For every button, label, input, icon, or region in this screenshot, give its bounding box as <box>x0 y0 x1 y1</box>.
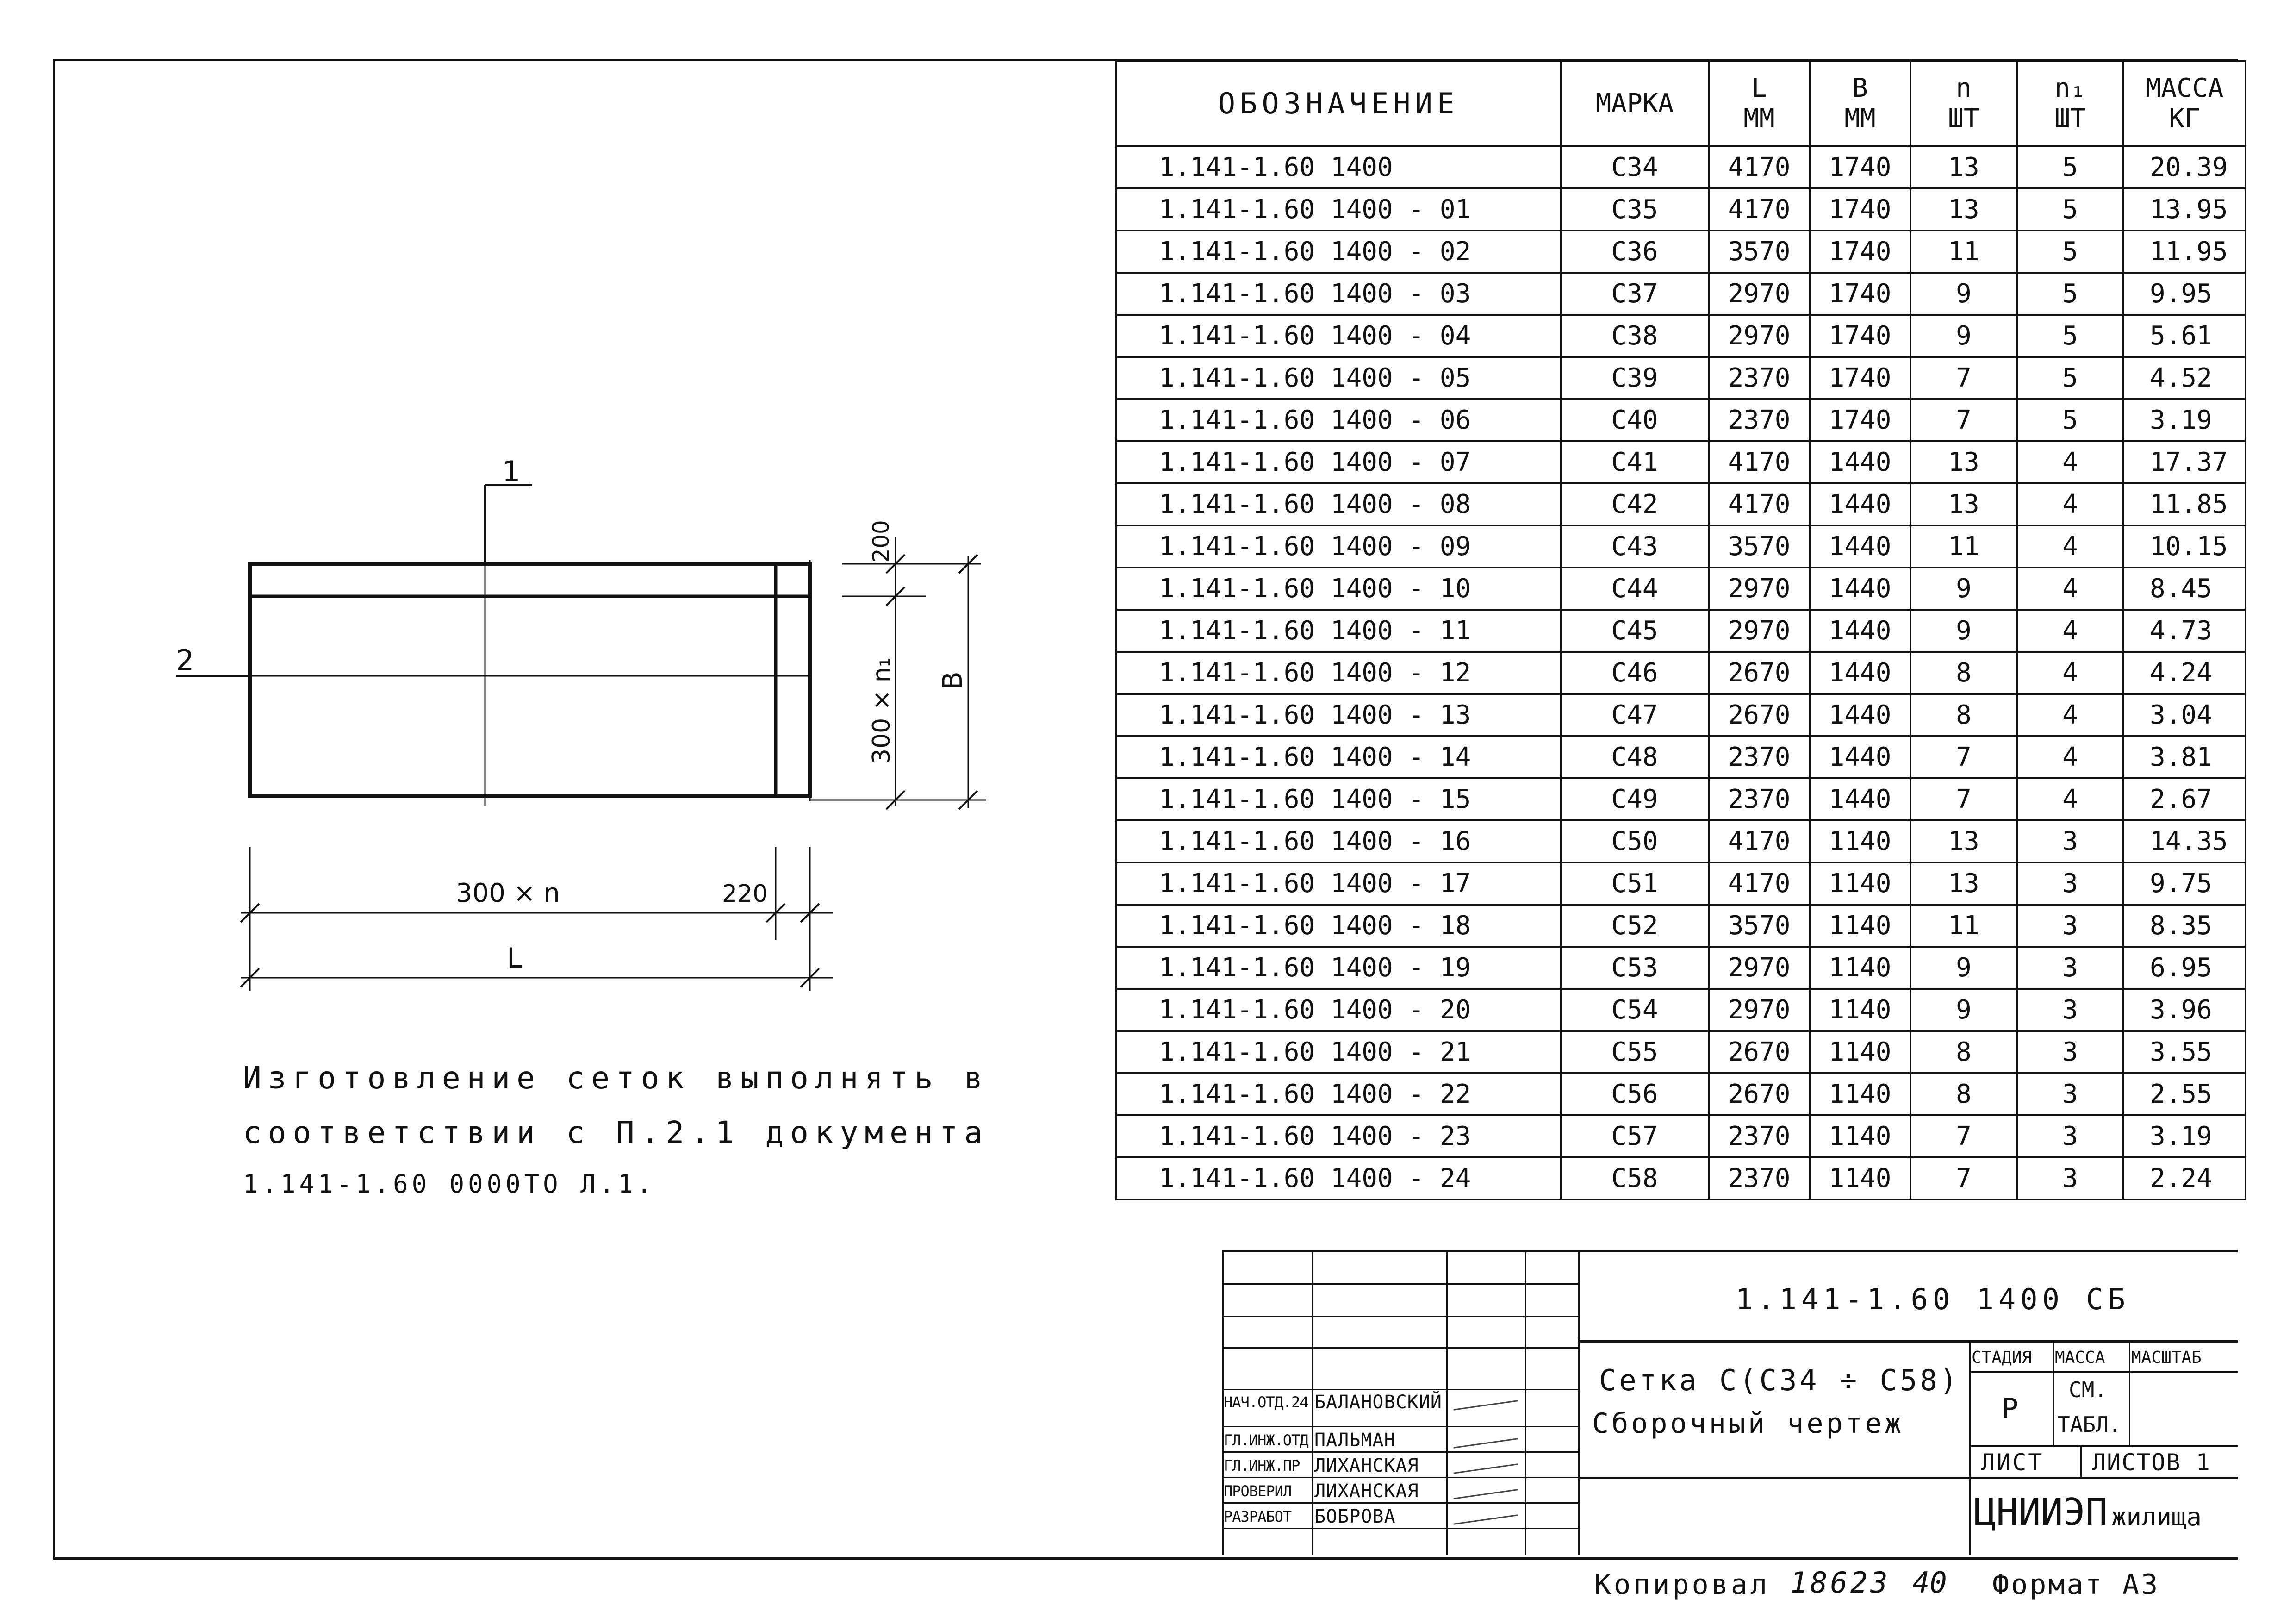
cell-b: 1740 <box>1810 231 1910 273</box>
cell-mass: 3.04 <box>2123 694 2246 736</box>
cell-mass: 11.85 <box>2123 483 2246 525</box>
cell-designation: 1.141-1.60 1400 - 13 <box>1116 694 1561 736</box>
cell-b: 1440 <box>1810 694 1910 736</box>
cell-designation: 1.141-1.60 1400 - 06 <box>1116 399 1561 441</box>
signature-name: ЛИХАНСКАЯ <box>1314 1455 1419 1476</box>
cell-designation: 1.141-1.60 1400 - 24 <box>1116 1157 1561 1199</box>
cell-n: 13 <box>1910 862 2017 905</box>
cell-mass: 9.75 <box>2123 862 2246 905</box>
cell-b: 1440 <box>1810 441 1910 483</box>
cell-n1: 5 <box>2017 273 2123 315</box>
cell-mark: С48 <box>1561 736 1709 778</box>
cell-n1: 3 <box>2017 1157 2123 1199</box>
cell-n1: 3 <box>2017 1031 2123 1073</box>
cell-l: 2670 <box>1709 694 1810 736</box>
cell-l: 2970 <box>1709 315 1810 357</box>
callout-2-label: 2 <box>176 643 194 677</box>
handwritten-signature <box>1453 1438 1518 1448</box>
dim-300n1-label: 300 × n₁ <box>868 657 896 764</box>
table-row <box>1116 188 2246 231</box>
signature-name: БАЛАНОВСКИЙ <box>1314 1392 1442 1413</box>
cell-l: 3570 <box>1709 525 1810 568</box>
cell-designation: 1.141-1.60 1400 - 10 <box>1116 568 1561 610</box>
cell-designation: 1.141-1.60 1400 - 01 <box>1116 188 1561 231</box>
cell-b: 1440 <box>1810 652 1910 694</box>
cell-l: 2670 <box>1709 1031 1810 1073</box>
cell-mass: 3.55 <box>2123 1031 2246 1073</box>
cell-designation: 1.141-1.60 1400 - 07 <box>1116 441 1561 483</box>
table-row <box>1116 146 2246 188</box>
mass-label: МАССА <box>2055 1348 2105 1367</box>
cell-b: 1740 <box>1810 188 1910 231</box>
handwritten-signature <box>1453 1463 1518 1474</box>
cell-b: 1740 <box>1810 315 1910 357</box>
cell-b: 1440 <box>1810 568 1910 610</box>
cell-mark: С43 <box>1561 525 1709 568</box>
organization-name: ЦНИИЭП <box>1974 1491 2108 1534</box>
cell-l: 2970 <box>1709 989 1810 1031</box>
cell-designation: 1.141-1.60 1400 - 08 <box>1116 483 1561 525</box>
cell-n1: 3 <box>2017 1115 2123 1157</box>
table-row <box>1116 820 2246 862</box>
cell-mark: С55 <box>1561 1031 1709 1073</box>
drawing-title-line-2: Сборочный чертеж <box>1592 1407 1904 1440</box>
dim-300n-label: 300 × n <box>456 878 560 908</box>
cell-n1: 4 <box>2017 525 2123 568</box>
table-row <box>1116 947 2246 989</box>
cell-mass: 20.39 <box>2123 146 2246 188</box>
cell-designation: 1.141-1.60 1400 - 19 <box>1116 947 1561 989</box>
table-row <box>1116 231 2246 273</box>
table-row <box>1116 778 2246 820</box>
signature-role: НАЧ.ОТД.24 <box>1224 1393 1308 1411</box>
cell-l: 3570 <box>1709 905 1810 947</box>
cell-designation: 1.141-1.60 1400 - 09 <box>1116 525 1561 568</box>
cell-designation: 1.141-1.60 1400 - 22 <box>1116 1073 1561 1115</box>
cell-designation: 1.141-1.60 1400 - 02 <box>1116 231 1561 273</box>
cell-l: 2370 <box>1709 778 1810 820</box>
header-b: B ММ <box>1810 61 1910 146</box>
cell-mass: 9.95 <box>2123 273 2246 315</box>
handwritten-signature <box>1453 1489 1518 1499</box>
cell-n1: 3 <box>2017 820 2123 862</box>
cell-mark: С41 <box>1561 441 1709 483</box>
cell-designation: 1.141-1.60 1400 - 03 <box>1116 273 1561 315</box>
cell-n: 8 <box>1910 1031 2017 1073</box>
cell-n1: 3 <box>2017 905 2123 947</box>
cell-l: 2370 <box>1709 357 1810 399</box>
cell-n: 8 <box>1910 1073 2017 1115</box>
cell-l: 2370 <box>1709 1115 1810 1157</box>
copied-by-label: Копировал <box>1594 1568 1770 1601</box>
cell-mass: 2.67 <box>2123 778 2246 820</box>
cell-designation: 1.141-1.60 1400 - 21 <box>1116 1031 1561 1073</box>
table-row <box>1116 905 2246 947</box>
spec-table <box>1115 60 2246 1200</box>
cell-n: 7 <box>1910 357 2017 399</box>
cell-l: 2970 <box>1709 947 1810 989</box>
cell-designation: 1.141-1.60 1400 - 15 <box>1116 778 1561 820</box>
header-mass: МАССА КГ <box>2123 61 2246 146</box>
table-row <box>1116 441 2246 483</box>
cell-b: 1140 <box>1810 989 1910 1031</box>
cell-mark: С39 <box>1561 357 1709 399</box>
cell-n1: 4 <box>2017 568 2123 610</box>
cell-l: 2370 <box>1709 736 1810 778</box>
signature-name: ЛИХАНСКАЯ <box>1314 1480 1419 1502</box>
cell-designation: 1.141-1.60 1400 - 12 <box>1116 652 1561 694</box>
cell-n1: 5 <box>2017 399 2123 441</box>
doc-code: 1.141-1.60 1400 СБ <box>1736 1282 2130 1316</box>
dim-b-label: B <box>937 671 968 690</box>
header-designation: ОБОЗНАЧЕНИЕ <box>1116 61 1561 146</box>
cell-b: 1740 <box>1810 146 1910 188</box>
cell-n1: 5 <box>2017 315 2123 357</box>
format-label: Формат А3 <box>1992 1568 2160 1601</box>
cell-mass: 8.35 <box>2123 905 2246 947</box>
note-line-2: соответствии с П.2.1 документа <box>243 1115 989 1150</box>
cell-b: 1140 <box>1810 1073 1910 1115</box>
dim-220-label: 220 <box>722 880 768 908</box>
cell-n: 8 <box>1910 652 2017 694</box>
cell-mass: 13.95 <box>2123 188 2246 231</box>
cell-n: 8 <box>1910 694 2017 736</box>
cell-l: 2670 <box>1709 652 1810 694</box>
cell-n: 11 <box>1910 905 2017 947</box>
cell-b: 1140 <box>1810 1031 1910 1073</box>
cell-n: 9 <box>1910 610 2017 652</box>
cell-mark: С38 <box>1561 315 1709 357</box>
cell-mark: С37 <box>1561 273 1709 315</box>
cell-l: 4170 <box>1709 862 1810 905</box>
cell-n1: 3 <box>2017 1073 2123 1115</box>
cell-mark: С50 <box>1561 820 1709 862</box>
cell-n1: 4 <box>2017 778 2123 820</box>
cell-mass: 17.37 <box>2123 441 2246 483</box>
cell-designation: 1.141-1.60 1400 - 05 <box>1116 357 1561 399</box>
cell-n: 13 <box>1910 483 2017 525</box>
cell-b: 1740 <box>1810 273 1910 315</box>
cell-n1: 4 <box>2017 694 2123 736</box>
cell-n: 13 <box>1910 820 2017 862</box>
cell-mass: 3.19 <box>2123 399 2246 441</box>
cell-n1: 5 <box>2017 188 2123 231</box>
cell-n: 11 <box>1910 525 2017 568</box>
signature-role: ГЛ.ИНЖ.ОТД <box>1224 1431 1308 1449</box>
cell-designation: 1.141-1.60 1400 - 18 <box>1116 905 1561 947</box>
cell-mark: С45 <box>1561 610 1709 652</box>
cell-l: 4170 <box>1709 188 1810 231</box>
cell-mark: С44 <box>1561 568 1709 610</box>
signature-name: БОБРОВА <box>1314 1506 1396 1527</box>
cell-n: 9 <box>1910 989 2017 1031</box>
cell-mass: 3.19 <box>2123 1115 2246 1157</box>
cell-b: 1140 <box>1810 905 1910 947</box>
cell-b: 1140 <box>1810 947 1910 989</box>
copy-sheet-number: 40 <box>1912 1566 1947 1599</box>
title-block <box>1222 1250 2238 1555</box>
table-row <box>1116 568 2246 610</box>
cell-b: 1440 <box>1810 736 1910 778</box>
table-row <box>1116 399 2246 441</box>
cell-n1: 3 <box>2017 947 2123 989</box>
table-row <box>1116 1031 2246 1073</box>
cell-mark: С58 <box>1561 1157 1709 1199</box>
cell-l: 2370 <box>1709 399 1810 441</box>
note-line-3: 1.141-1.60 0000ТО Л.1. <box>243 1169 656 1199</box>
cell-mark: С49 <box>1561 778 1709 820</box>
cell-n: 7 <box>1910 1115 2017 1157</box>
table-row <box>1116 694 2246 736</box>
cell-mark: С53 <box>1561 947 1709 989</box>
signature-role: РАЗРАБОТ <box>1224 1508 1292 1525</box>
cell-b: 1140 <box>1810 1157 1910 1199</box>
handwritten-signature <box>1453 1514 1518 1524</box>
cell-n1: 3 <box>2017 989 2123 1031</box>
cell-b: 1140 <box>1810 862 1910 905</box>
cell-b: 1440 <box>1810 778 1910 820</box>
cell-l: 2670 <box>1709 1073 1810 1115</box>
cell-mass: 6.95 <box>2123 947 2246 989</box>
cell-n: 9 <box>1910 273 2017 315</box>
cell-designation: 1.141-1.60 1400 <box>1116 146 1561 188</box>
cell-l: 4170 <box>1709 441 1810 483</box>
header-mark: МАРКА <box>1561 61 1709 146</box>
copy-number: 18623 <box>1790 1566 1891 1599</box>
callout-1-label: 1 <box>502 455 521 488</box>
stage-label: СТАДИЯ <box>1972 1348 2032 1367</box>
cell-mass: 10.15 <box>2123 525 2246 568</box>
cell-mark: С34 <box>1561 146 1709 188</box>
cell-n1: 4 <box>2017 652 2123 694</box>
cell-n1: 5 <box>2017 231 2123 273</box>
cell-n: 13 <box>1910 146 2017 188</box>
cell-n1: 5 <box>2017 146 2123 188</box>
cell-mark: С54 <box>1561 989 1709 1031</box>
table-row <box>1116 1073 2246 1115</box>
cell-mass: 4.52 <box>2123 357 2246 399</box>
table-row <box>1116 652 2246 694</box>
cell-b: 1140 <box>1810 1115 1910 1157</box>
drawing-title-line-1: Сетка С(С34 ÷ С58) <box>1599 1363 1960 1397</box>
cell-b: 1440 <box>1810 610 1910 652</box>
table-row <box>1116 736 2246 778</box>
header-l: L ММ <box>1709 61 1810 146</box>
cell-n: 9 <box>1910 315 2017 357</box>
cell-l: 4170 <box>1709 146 1810 188</box>
cell-mass: 3.81 <box>2123 736 2246 778</box>
cell-n1: 4 <box>2017 736 2123 778</box>
cell-mass: 14.35 <box>2123 820 2246 862</box>
cell-mark: С47 <box>1561 694 1709 736</box>
table-row <box>1116 525 2246 568</box>
table-row <box>1116 315 2246 357</box>
table-header-row <box>1116 61 2246 146</box>
cell-mark: С57 <box>1561 1115 1709 1157</box>
cell-n: 7 <box>1910 736 2017 778</box>
cell-mass: 4.73 <box>2123 610 2246 652</box>
cell-n: 7 <box>1910 1157 2017 1199</box>
cell-mark: С35 <box>1561 188 1709 231</box>
cell-n1: 4 <box>2017 441 2123 483</box>
mass-value-2: ТАБЛ. <box>2057 1412 2122 1437</box>
cell-mark: С51 <box>1561 862 1709 905</box>
cell-n: 7 <box>1910 778 2017 820</box>
cell-mark: С42 <box>1561 483 1709 525</box>
cell-mass: 11.95 <box>2123 231 2246 273</box>
cell-n: 9 <box>1910 947 2017 989</box>
header-n1: n₁ ШТ <box>2017 61 2123 146</box>
scale-label: МАСШТАБ <box>2131 1348 2202 1367</box>
cell-l: 4170 <box>1709 820 1810 862</box>
dim-200-label: 200 <box>868 520 894 562</box>
cell-b: 1440 <box>1810 525 1910 568</box>
table-row <box>1116 610 2246 652</box>
sheet-label: ЛИСТ <box>1981 1449 2044 1476</box>
cell-l: 4170 <box>1709 483 1810 525</box>
stage-value: Р <box>2002 1393 2019 1425</box>
cell-b: 1140 <box>1810 820 1910 862</box>
cell-designation: 1.141-1.60 1400 - 11 <box>1116 610 1561 652</box>
cell-n: 11 <box>1910 231 2017 273</box>
table-body <box>1116 146 2246 1199</box>
cell-mark: С36 <box>1561 231 1709 273</box>
note-line-1: Изготовление сеток выполнять в <box>243 1060 989 1096</box>
cell-designation: 1.141-1.60 1400 - 23 <box>1116 1115 1561 1157</box>
cell-mark: С56 <box>1561 1073 1709 1115</box>
cell-mass: 3.96 <box>2123 989 2246 1031</box>
cell-designation: 1.141-1.60 1400 - 20 <box>1116 989 1561 1031</box>
cell-n: 13 <box>1910 188 2017 231</box>
table-row <box>1116 357 2246 399</box>
cell-b: 1740 <box>1810 399 1910 441</box>
table-row <box>1116 862 2246 905</box>
mass-value-1: СМ. <box>2069 1377 2108 1402</box>
table-row <box>1116 1115 2246 1157</box>
cell-n: 9 <box>1910 568 2017 610</box>
signature-name: ПАЛЬМАН <box>1314 1430 1396 1451</box>
handwritten-signature <box>1453 1400 1518 1410</box>
cell-mark: С46 <box>1561 652 1709 694</box>
signature-role: ГЛ.ИНЖ.ПР <box>1224 1457 1300 1474</box>
cell-mass: 8.45 <box>2123 568 2246 610</box>
cell-l: 3570 <box>1709 231 1810 273</box>
cell-designation: 1.141-1.60 1400 - 04 <box>1116 315 1561 357</box>
cell-n1: 4 <box>2017 610 2123 652</box>
signature-role: ПРОВЕРИЛ <box>1224 1482 1292 1500</box>
cell-mass: 2.55 <box>2123 1073 2246 1115</box>
table-row <box>1116 1157 2246 1199</box>
cell-mass: 4.24 <box>2123 652 2246 694</box>
cell-n1: 4 <box>2017 483 2123 525</box>
cell-n: 7 <box>1910 399 2017 441</box>
cell-n1: 5 <box>2017 357 2123 399</box>
cell-l: 2370 <box>1709 1157 1810 1199</box>
organization-suffix: жилища <box>2111 1502 2202 1531</box>
cell-b: 1440 <box>1810 483 1910 525</box>
cell-mark: С52 <box>1561 905 1709 947</box>
cell-n1: 3 <box>2017 862 2123 905</box>
cell-mass: 2.24 <box>2123 1157 2246 1199</box>
cell-mass: 5.61 <box>2123 315 2246 357</box>
cell-mark: С40 <box>1561 399 1709 441</box>
cell-l: 2970 <box>1709 568 1810 610</box>
cell-designation: 1.141-1.60 1400 - 16 <box>1116 820 1561 862</box>
table-row <box>1116 483 2246 525</box>
dim-l-label: L <box>507 942 523 974</box>
cell-designation: 1.141-1.60 1400 - 14 <box>1116 736 1561 778</box>
table-row <box>1116 273 2246 315</box>
sheets-count-label: ЛИСТОВ 1 <box>2092 1449 2211 1476</box>
table-row <box>1116 989 2246 1031</box>
cell-n: 13 <box>1910 441 2017 483</box>
mesh-outline <box>250 564 810 796</box>
cell-designation: 1.141-1.60 1400 - 17 <box>1116 862 1561 905</box>
cell-b: 1740 <box>1810 357 1910 399</box>
header-n: n ШТ <box>1910 61 2017 146</box>
cell-l: 2970 <box>1709 610 1810 652</box>
cell-l: 2970 <box>1709 273 1810 315</box>
